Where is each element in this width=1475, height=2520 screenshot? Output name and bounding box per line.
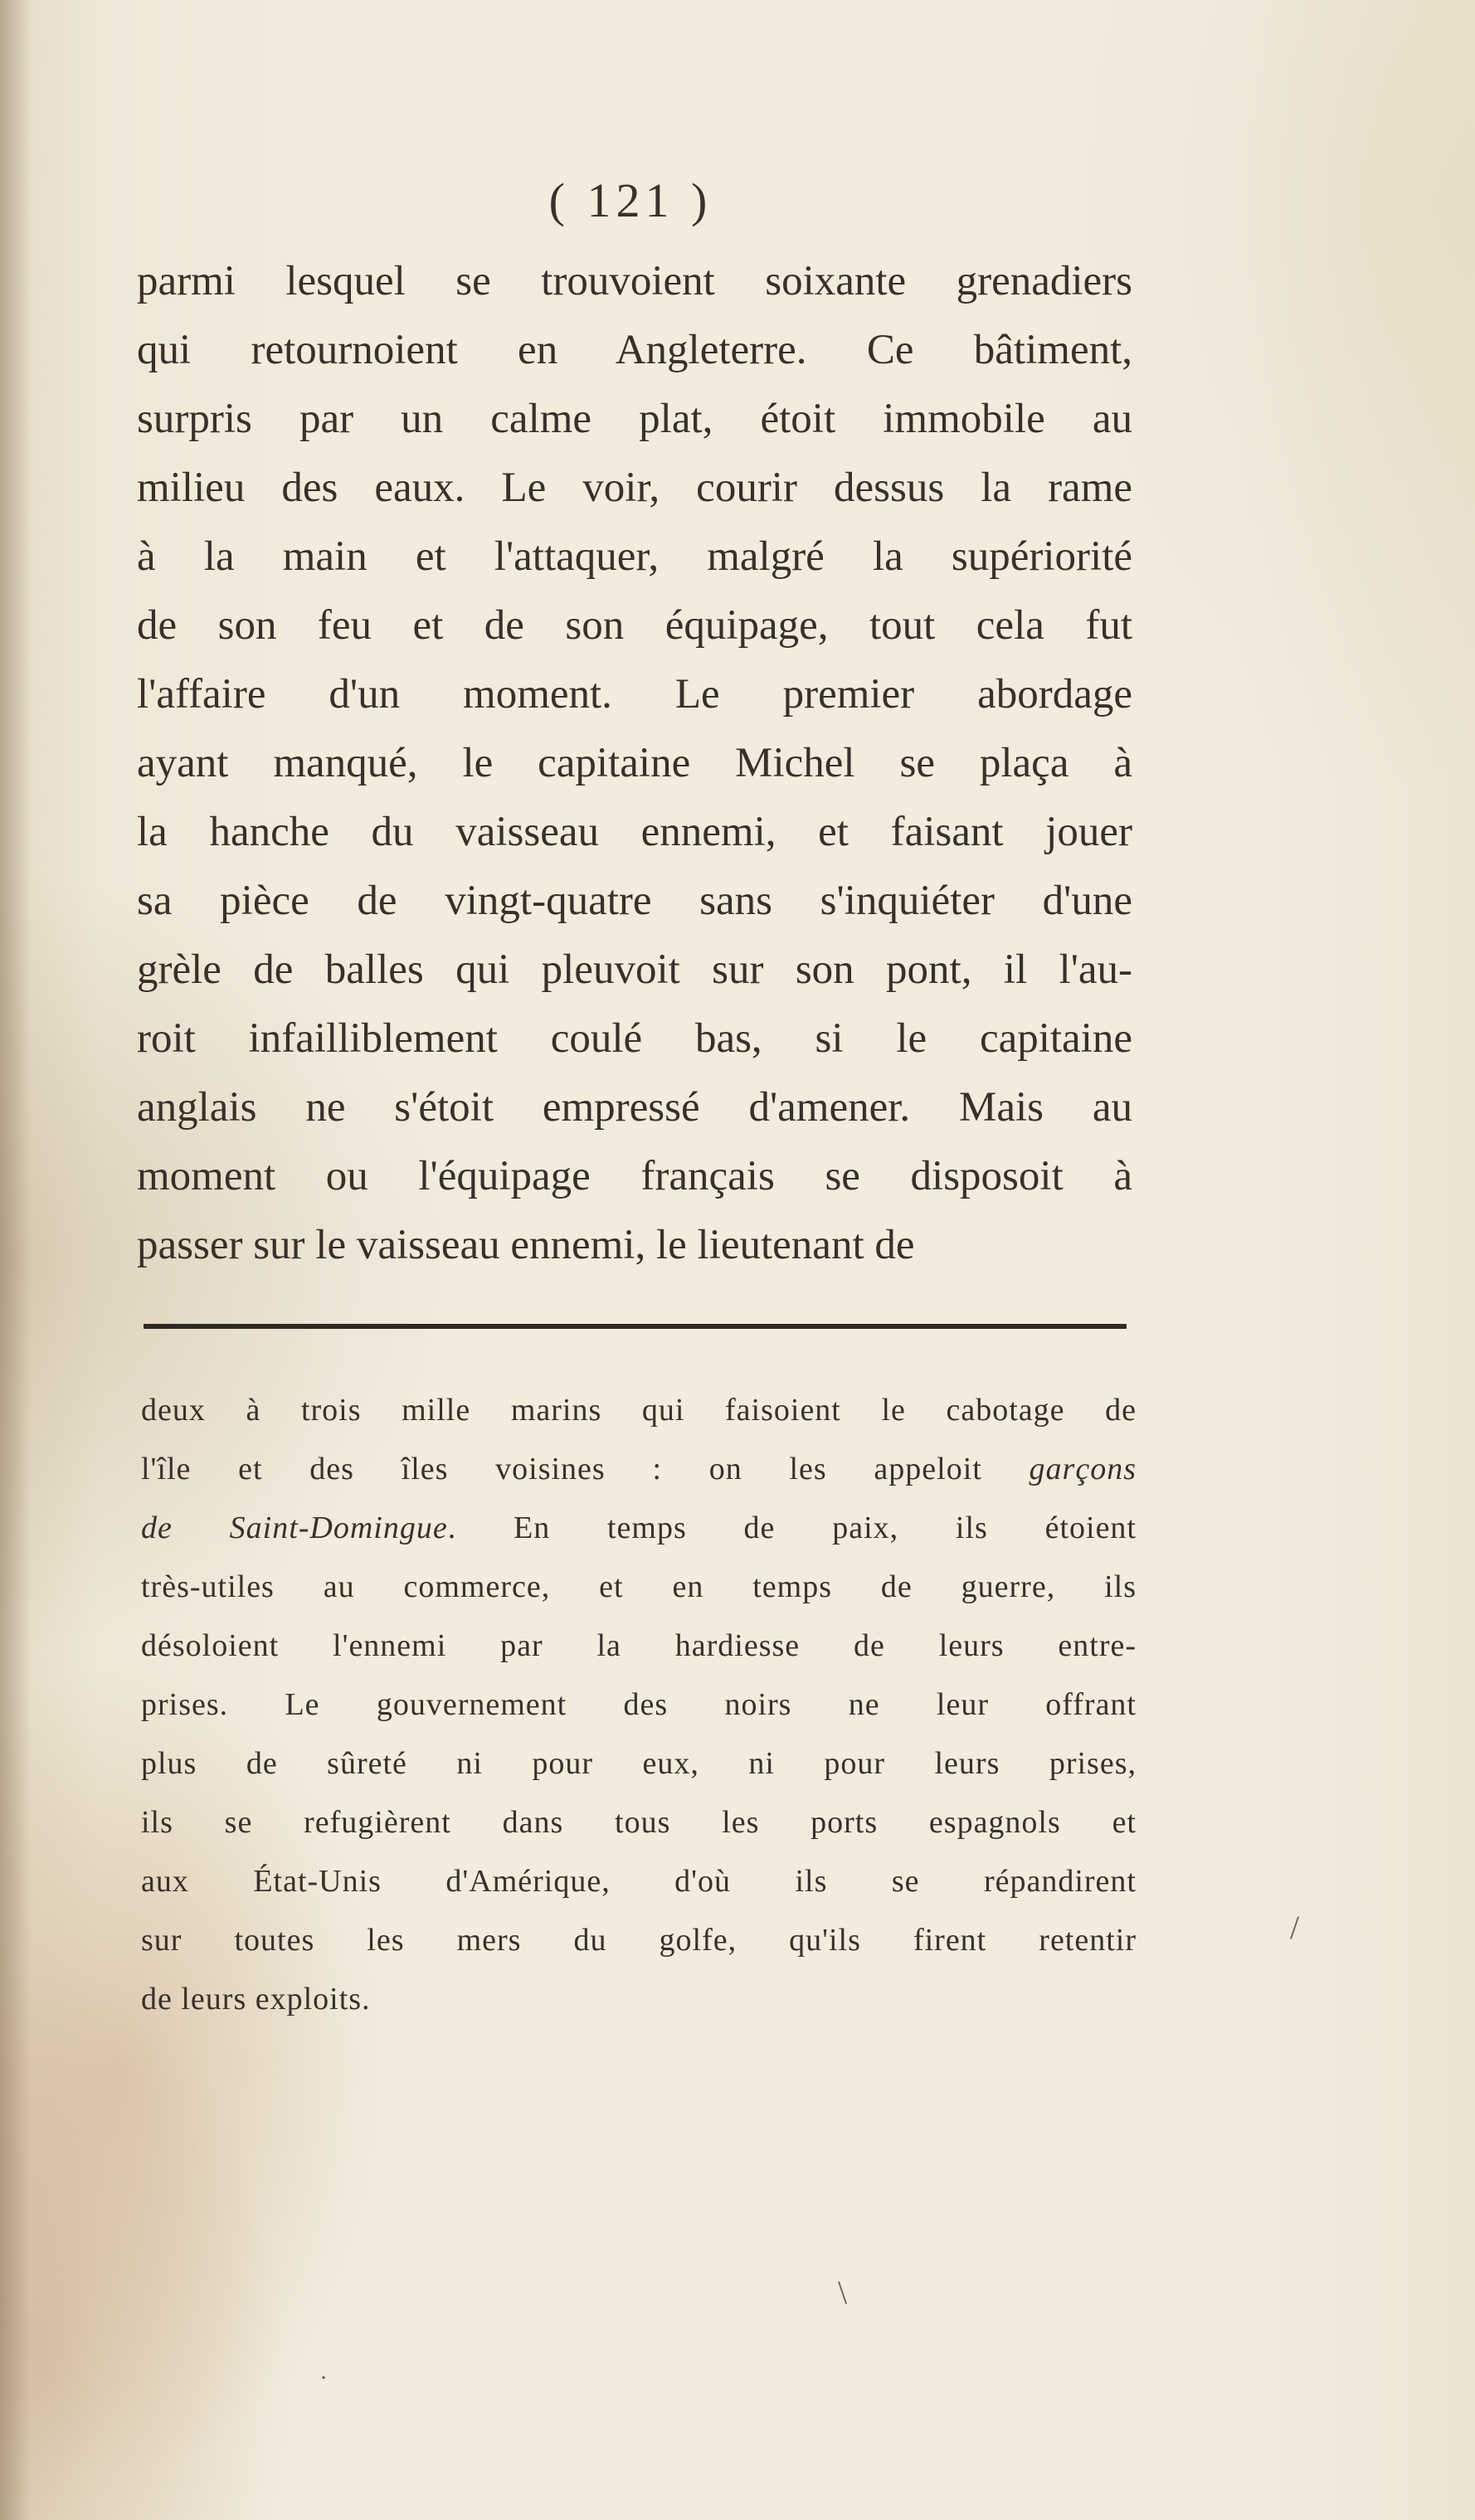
body-line: anglais ne s'étoit empressé d'amener. Mais au: [137, 1084, 1132, 1131]
footnote-italic-text: garçons: [1029, 1452, 1137, 1486]
body-line: milieu des eaux. Le voir, courir dessus la rame: [137, 465, 1132, 511]
footnote-text: deux à trois mille marins qui faisoient le cabotage de: [141, 1393, 1137, 1428]
body-line: la hanche du vaisseau ennemi, et faisant jouer: [137, 809, 1132, 855]
body-line: moment ou l'équipage français se disposoit à: [137, 1153, 1132, 1199]
footnote-text: ils se refugièrent dans tous les ports espagnols et: [141, 1805, 1137, 1840]
footnote-text: sur toutes les mers du golfe, qu'ils firent retentir: [141, 1923, 1137, 1958]
footnote-line: [141, 1558, 1137, 1617]
footnote-line: [141, 1793, 1137, 1852]
stray-pen-mark: ·: [319, 2364, 328, 2391]
footnote-separator-rule: [144, 1324, 1127, 1329]
body-line: passer sur le vaisseau ennemi, le lieutenant de: [137, 1222, 915, 1268]
stray-pen-mark: /: [1290, 1909, 1300, 1946]
page-number: ( 121 ): [548, 173, 713, 227]
body-line: ayant manqué, le capitaine Michel se plaça à: [137, 740, 1132, 786]
footnote-line: [141, 1852, 1137, 1911]
footnote-line: [141, 1676, 1137, 1734]
body-line: parmi lesquel se trouvoient soixante grenadiers: [137, 258, 1132, 304]
footnote-text: l'île et des îles voisines : on les appeloit: [141, 1452, 1030, 1486]
footnote-text: de leurs exploits.: [141, 1982, 371, 2016]
footnote-text: plus de sûreté ni pour eux, ni pour leurs prises,: [141, 1746, 1137, 1781]
footnote-text: désoloient l'ennemi par la hardiesse de leurs entre-: [141, 1628, 1137, 1663]
footnote-text: . En temps de paix, ils étoient: [447, 1511, 1137, 1545]
footnote-line: [141, 1381, 1137, 1440]
page-gutter-shadow: [0, 0, 30, 2520]
footnote-line: [141, 1734, 1137, 1793]
body-line: de son feu et de son équipage, tout cela fut: [137, 602, 1132, 649]
footnote-line: [141, 1617, 1137, 1676]
body-line: l'affaire d'un moment. Le premier abordage: [137, 671, 1132, 718]
footnote-text: prises. Le gouvernement des noirs ne leur offrant: [141, 1687, 1137, 1722]
footnote-italic-text: de Saint-Domingue: [141, 1511, 448, 1545]
body-line: sa pièce de vingt-quatre sans s'inquiéter d'une: [137, 878, 1132, 924]
footnote-line: [141, 1440, 1137, 1499]
footnote-line: [141, 1911, 1137, 1970]
body-line: roit infailliblement coulé bas, si le capitaine: [137, 1015, 1132, 1062]
body-line: surpris par un calme plat, étoit immobile au: [137, 396, 1132, 442]
footnote: [141, 1381, 1137, 2029]
footnote-text: très-utiles au commerce, et en temps de guerre, ils: [141, 1569, 1137, 1604]
body-text: [137, 247, 1132, 1280]
body-line: qui retournoient en Angleterre. Ce bâtiment,: [137, 327, 1132, 373]
footnote-line: [141, 1970, 1137, 2029]
footnote-text: aux État-Unis d'Amérique, d'où ils se répandirent: [141, 1864, 1137, 1899]
body-line: grèle de balles qui pleuvoit sur son pont, il l'au-: [137, 946, 1132, 993]
footnote-line: [141, 1499, 1137, 1558]
stray-pen-mark: \: [838, 2274, 848, 2311]
body-line: à la main et l'attaquer, malgré la supériorité: [137, 533, 1132, 580]
